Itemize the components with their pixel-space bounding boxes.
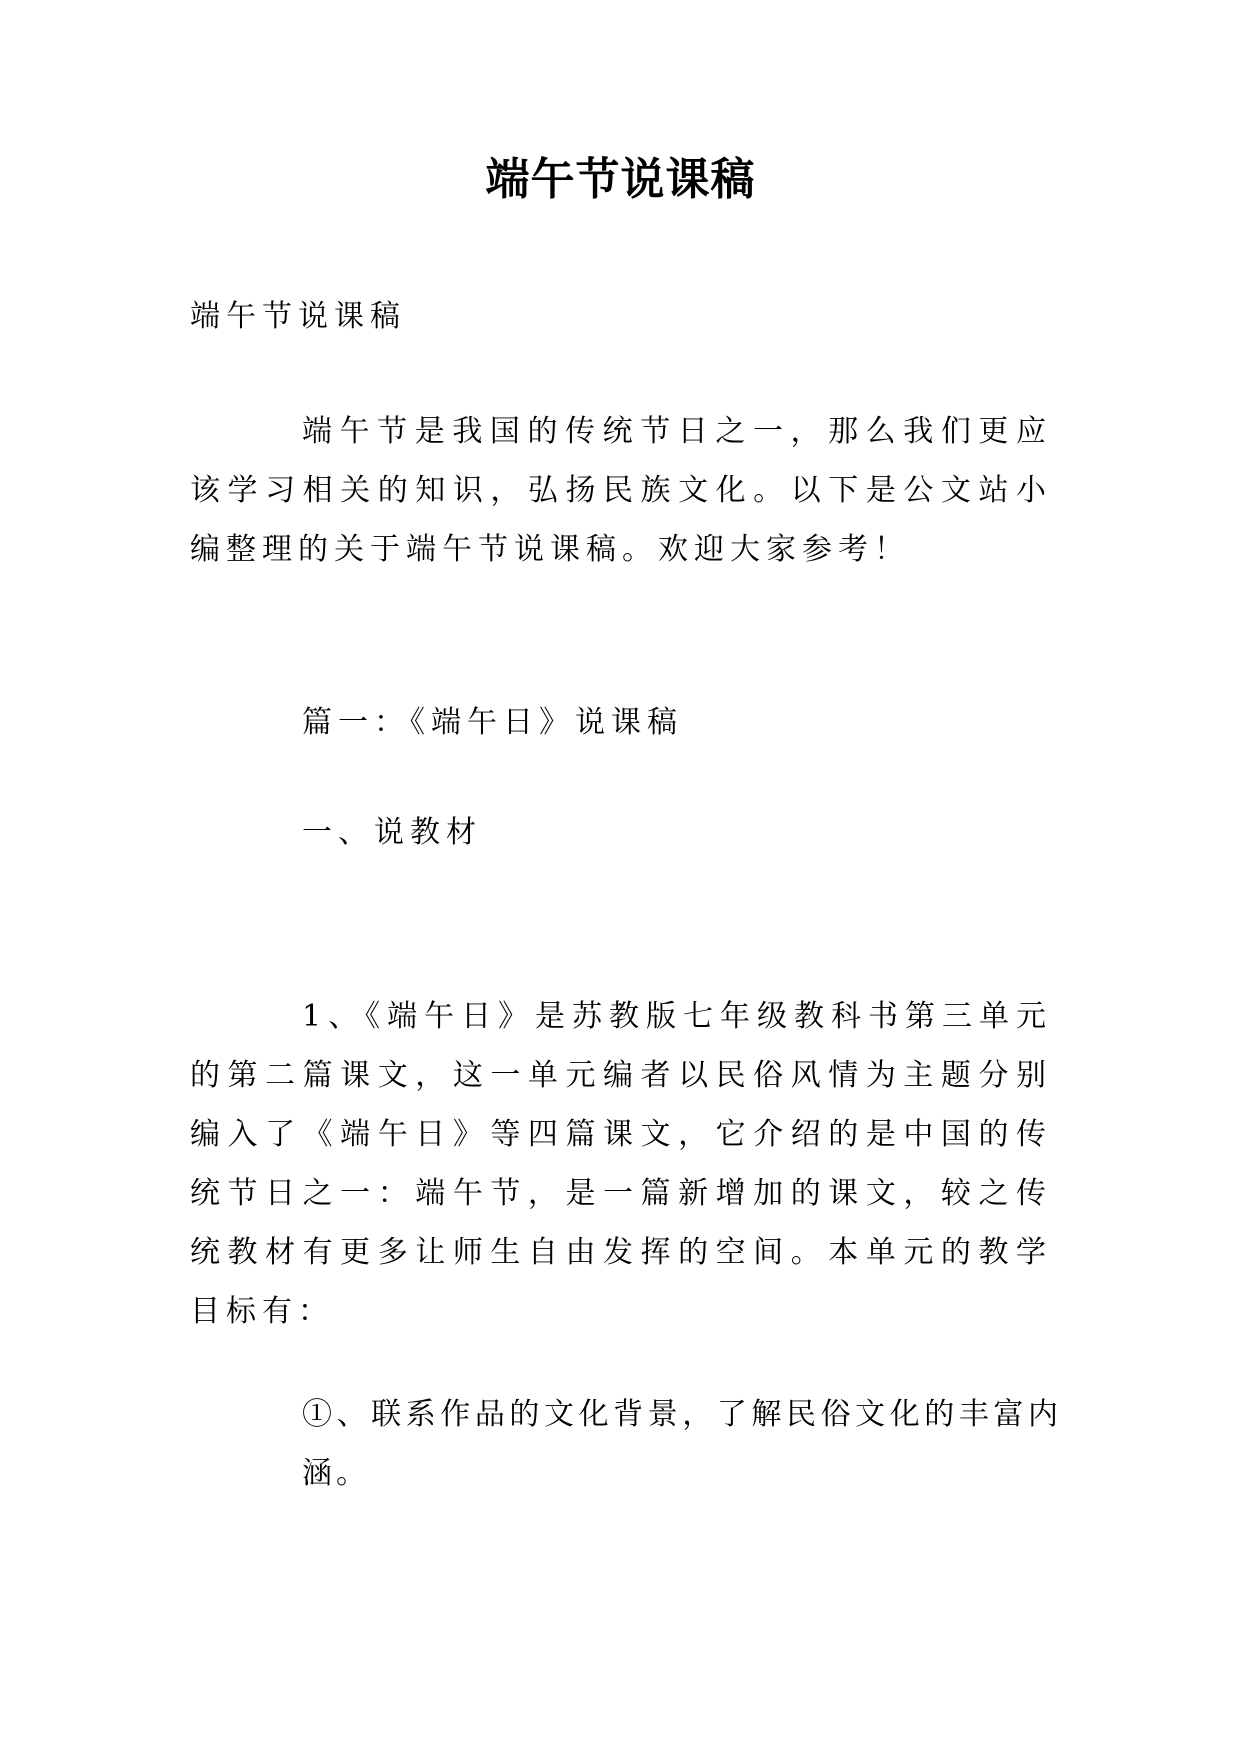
document-subtitle: 端午节说课稿: [190, 299, 406, 334]
teaching-goal-item: ①、联系作品的文化背景，了解民俗文化的丰富内涵。: [302, 1397, 1062, 1491]
intro-paragraph: 端午节是我国的传统节日之一，那么我们更应该学习相关的知识，弘扬民族文化。以下是公文站小编整理的关于端午节说课稿。欢迎大家参考！: [190, 414, 1052, 567]
article-heading: 篇一：《端午日》说课稿: [302, 705, 683, 740]
document-title: 端午节说课稿: [485, 154, 756, 205]
body-paragraph: 1、《端午日》是苏教版七年级教科书第三单元的第二篇课文，这一单元编者以民俗风情为主题分别编入了《端午日》等四篇课文，它介绍的是中国的传统节日之一：端午节，是一篇新增加的课文，较之传统教材有更多让师生自由发挥的空间。本单元的教学目标有：: [190, 999, 1052, 1329]
section-heading: 一、说教材: [302, 815, 482, 850]
